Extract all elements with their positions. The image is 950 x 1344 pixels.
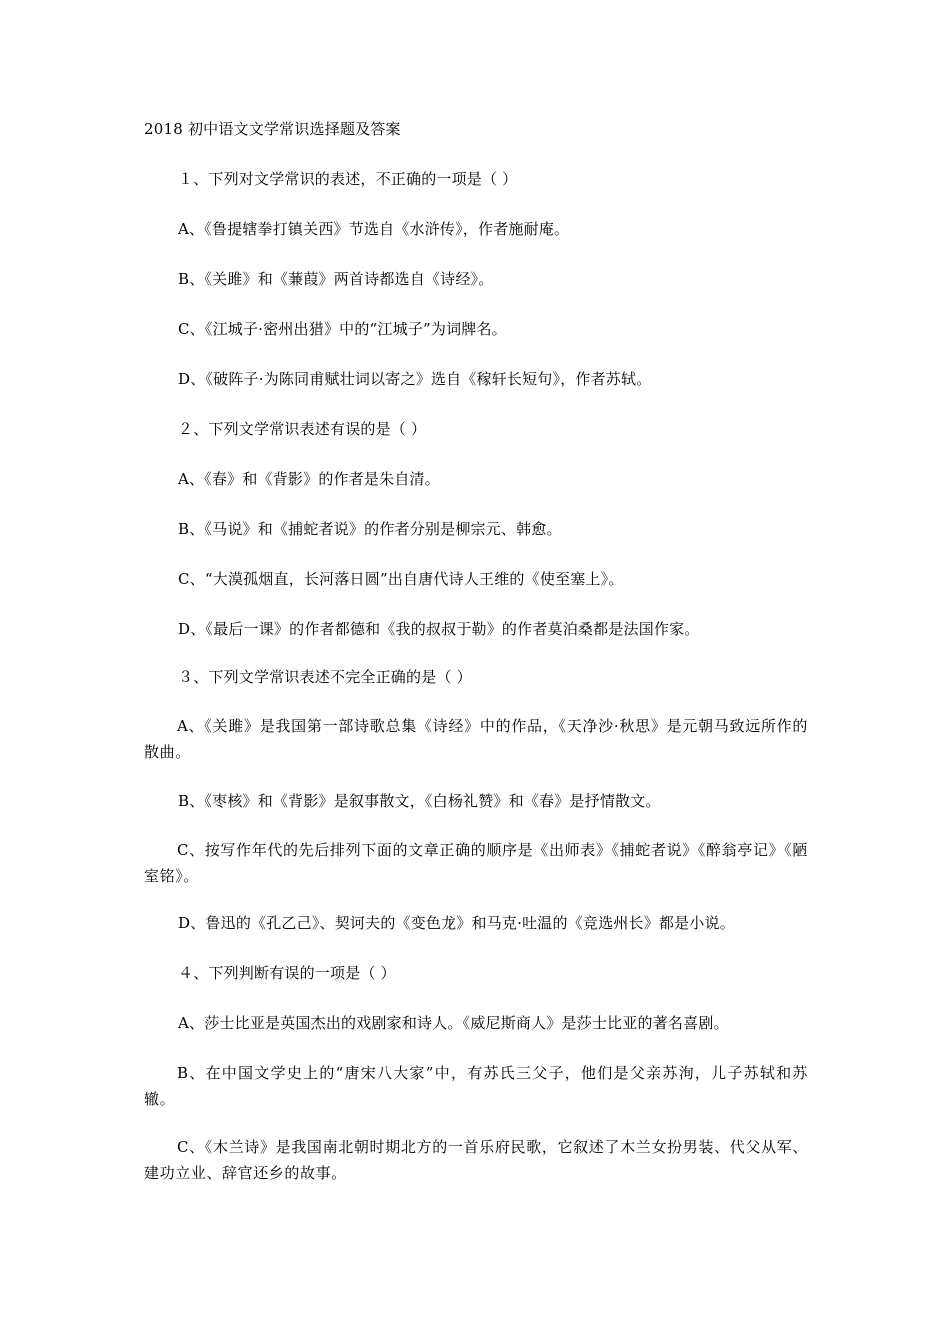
answer-option: A、《鲁提辖拳打镇关西》节选自《水浒传》，作者施耐庵。 [178, 220, 570, 238]
answer-option: D、《破阵子·为陈同甫赋壮词以寄之》选自《稼轩长短句》，作者苏轼。 [178, 370, 652, 388]
answer-option: B、在中国文学史上的“唐宋八大家”中，有苏氏三父子，他们是父亲苏洵，儿子苏轼和苏辙。 [144, 1064, 808, 1108]
question-stem: ３、下列文学常识表述不完全正确的是（ ） [178, 668, 472, 686]
answer-option: D、鲁迅的《孔乙己》、契诃夫的《变色龙》和马克·吐温的《竞选州长》都是小说。 [178, 914, 735, 932]
answer-option: C、按写作年代的先后排列下面的文章正确的顺序是《出师表》《捕蛇者说》《醉翁亭记》《陋室铭》。 [144, 841, 808, 885]
answer-option: D、《最后一课》的作者都德和《我的叔叔于勒》的作者莫泊桑都是法国作家。 [178, 620, 700, 638]
question-stem: ２、下列文学常识表述有误的是（ ） [178, 420, 427, 438]
answer-option: B、《关雎》和《蒹葭》两首诗都选自《诗经》。 [178, 270, 494, 288]
answer-option: A、《春》和《背影》的作者是朱自清。 [178, 470, 440, 488]
answer-option: B、《枣核》和《背影》是叙事散文，《白杨礼赞》和《春》是抒情散文。 [178, 792, 661, 810]
answer-option: C、“大漠孤烟直，长河落日圆”出自唐代诗人王维的《使至塞上》。 [178, 570, 624, 588]
answer-option: A、莎士比亚是英国杰出的戏剧家和诗人。《威尼斯商人》是莎士比亚的著名喜剧。 [178, 1014, 729, 1032]
question-stem: １、下列对文学常识的表述，不正确的一项是（ ） [178, 170, 518, 188]
document-title: 2018 初中语文文学常识选择题及答案 [144, 120, 401, 138]
answer-option: C、《木兰诗》是我国南北朝时期北方的一首乐府民歌，它叙述了木兰女扮男装、代父从军、建功立业、辞官还乡的故事。 [144, 1138, 808, 1182]
question-stem: ４、下列判断有误的一项是（ ） [178, 964, 396, 982]
answer-option: C、《江城子·密州出猎》中的“江城子”为词牌名。 [178, 320, 507, 338]
answer-option: A、《关雎》是我国第一部诗歌总集《诗经》中的作品，《天净沙·秋思》是元朝马致远所作的散曲。 [144, 717, 808, 761]
answer-option: B、《马说》和《捕蛇者说》的作者分别是柳宗元、韩愈。 [178, 520, 562, 538]
